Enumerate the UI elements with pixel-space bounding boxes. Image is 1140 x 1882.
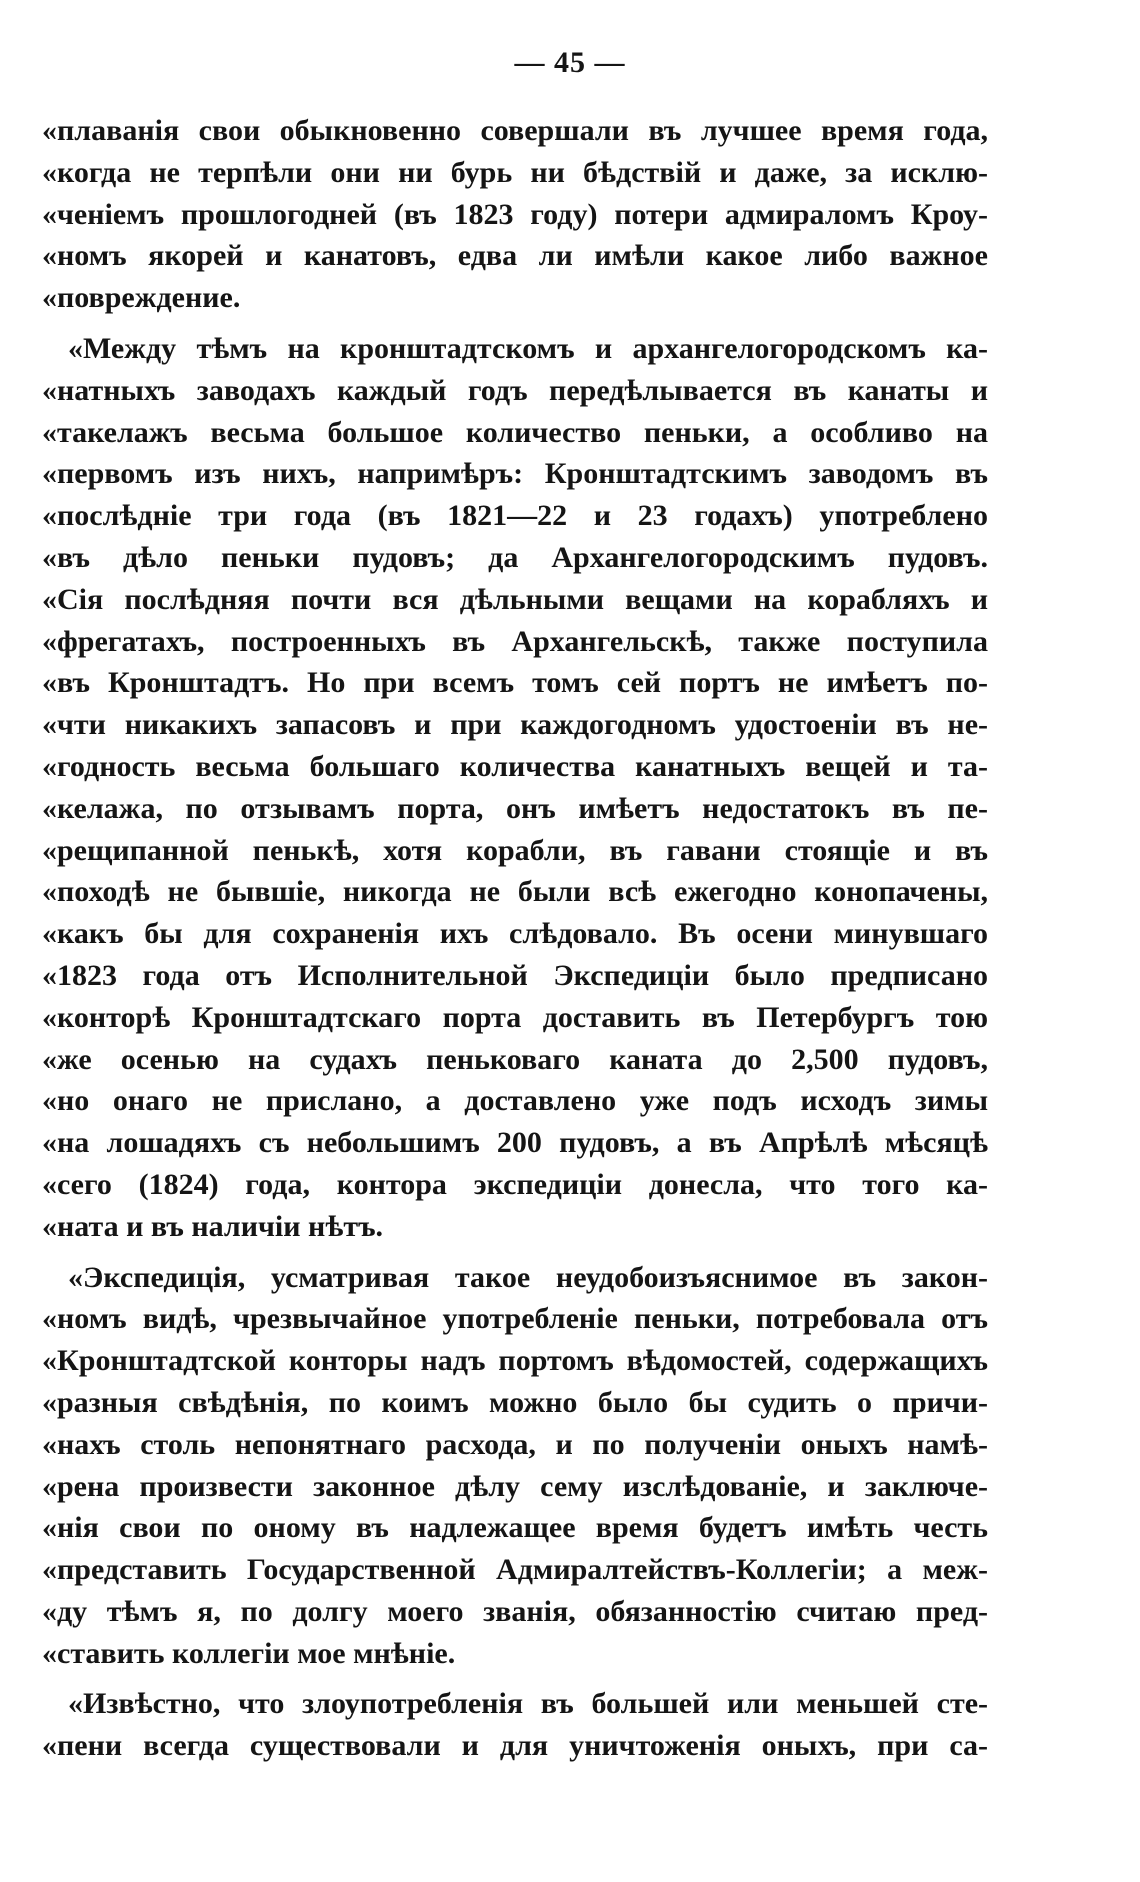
paragraph-4 <box>42 1683 988 1767</box>
text-line: «какъ бы для сохраненія ихъ слѣдовало. Въ осени минувшаго <box>42 917 988 951</box>
text-line: «въ Кронштадтъ. Но при всемъ томъ сей портъ не имѣетъ по- <box>42 666 988 700</box>
text-line: «ставить коллегіи мое мнѣніе. <box>42 1636 456 1670</box>
text-line: «натныхъ заводахъ каждый годъ передѣлывается въ канаты и <box>42 373 988 407</box>
text-line: «1823 года отъ Исполнительной Экспедиціи было предписано <box>42 958 988 992</box>
text-line: «нія свои по оному въ надлежащее время будетъ имѣть честь <box>42 1511 988 1545</box>
text-line: «конторѣ Кронштадтскаго порта доставить въ Петербургъ тою <box>42 1000 988 1034</box>
body-text <box>42 110 988 1767</box>
text-line: «келажа, по отзывамъ порта, онъ имѣетъ недостатокъ въ пе- <box>42 791 988 825</box>
text-line: «же осенью на судахъ пеньковаго каната до 2,500 пудовъ, <box>42 1042 988 1076</box>
paragraph-gap <box>42 319 988 328</box>
text-line: «Экспедиція, усматривая такое неудобоизъяснимое въ закон- <box>68 1260 988 1294</box>
text-line: «номъ якорей и канатовъ, едва ли имѣли какое либо важное <box>42 239 988 273</box>
text-line: «ченіемъ прошлогодней (въ 1823 году) потери адмираломъ Кроу- <box>42 197 988 231</box>
text-line: «Сія послѣдняя почти вся дѣльными вещами на корабляхъ и <box>42 582 988 616</box>
text-line: «первомъ изъ нихъ, напримѣръ: Кронштадтскимъ заводомъ въ <box>42 457 988 491</box>
paragraph-gap <box>42 1674 988 1683</box>
text-line: «на лошадяхъ съ небольшимъ 200 пудовъ, а въ Апрѣлѣ мѣсяцѣ <box>42 1126 988 1160</box>
text-line: «разныя свѣдѣнія, по коимъ можно было бы судить о причи- <box>42 1385 988 1419</box>
text-line: «повреждение. <box>42 281 241 315</box>
text-line: «Между тѣмъ на кронштадтскомъ и архангелогородскомъ ка- <box>68 331 988 365</box>
text-line: «номъ видѣ, чрезвычайное употребленіе пеньки, потребовала отъ <box>42 1302 988 1336</box>
text-line: «но онаго не прислано, а доставлено уже подъ исходъ зимы <box>42 1084 988 1118</box>
text-line: «такелажъ весьма большое количество пеньки, а особливо на <box>42 415 988 449</box>
text-line: «когда не терпѣли они ни бурь ни бѣдствій и даже, за исклю- <box>42 155 988 189</box>
text-line: «фрегатахъ, построенныхъ въ Архангельскѣ, также поступила <box>42 624 988 658</box>
text-line: «въ дѣло пеньки пудовъ; да Архангелогородскимъ пудовъ. <box>42 540 988 574</box>
page-number: — 45 — <box>514 46 626 79</box>
paragraph-3 <box>42 1257 988 1675</box>
text-line: «чти никакихъ запасовъ и при каждогодномъ удостоеніи въ не- <box>42 708 988 742</box>
text-line: «походѣ не бывшіе, никогда не были всѣ ежегодно конопачены, <box>42 875 988 909</box>
paragraph-1 <box>42 110 988 319</box>
text-line: «Кронштадтской конторы надъ портомъ вѣдомостей, содержащихъ <box>42 1344 988 1378</box>
text-line: «пени всегда существовали и для уничтоженія оныхъ, при са- <box>42 1729 988 1763</box>
text-line: «сего (1824) года, контора экспедиціи донесла, что того ка- <box>42 1167 988 1201</box>
text-line: «плаванія свои обыкновенно совершали въ лучшее время года, <box>42 114 988 147</box>
text-line: «ната и въ наличіи нѣтъ. <box>42 1209 384 1243</box>
text-line: «ду тѣмъ я, по долгу моего званія, обязанностію считаю пред- <box>42 1594 988 1628</box>
text-line: «послѣдніе три года (въ 1821—22 и 23 годахъ) употреблено <box>42 499 988 533</box>
text-line: «годность весьма большаго количества канатныхъ вещей и та- <box>42 749 988 783</box>
text-line: «рещипанной пенькѣ, хотя корабли, въ гавани стоящіе и въ <box>42 833 988 867</box>
text-line: «рена произвести законное дѣлу сему изслѣдованіе, и заключе- <box>42 1469 988 1503</box>
paragraph-2 <box>42 328 988 1248</box>
paragraph-gap <box>42 1248 988 1257</box>
text-line: «Извѣстно, что злоупотребленія въ большей или меньшей сте- <box>68 1687 988 1721</box>
text-line: «нахъ столь непонятнаго расхода, и по полученіи оныхъ намѣ- <box>42 1427 988 1461</box>
text-line: «представить Государственной Адмиралтействъ-Коллегіи; а меж- <box>42 1553 988 1587</box>
